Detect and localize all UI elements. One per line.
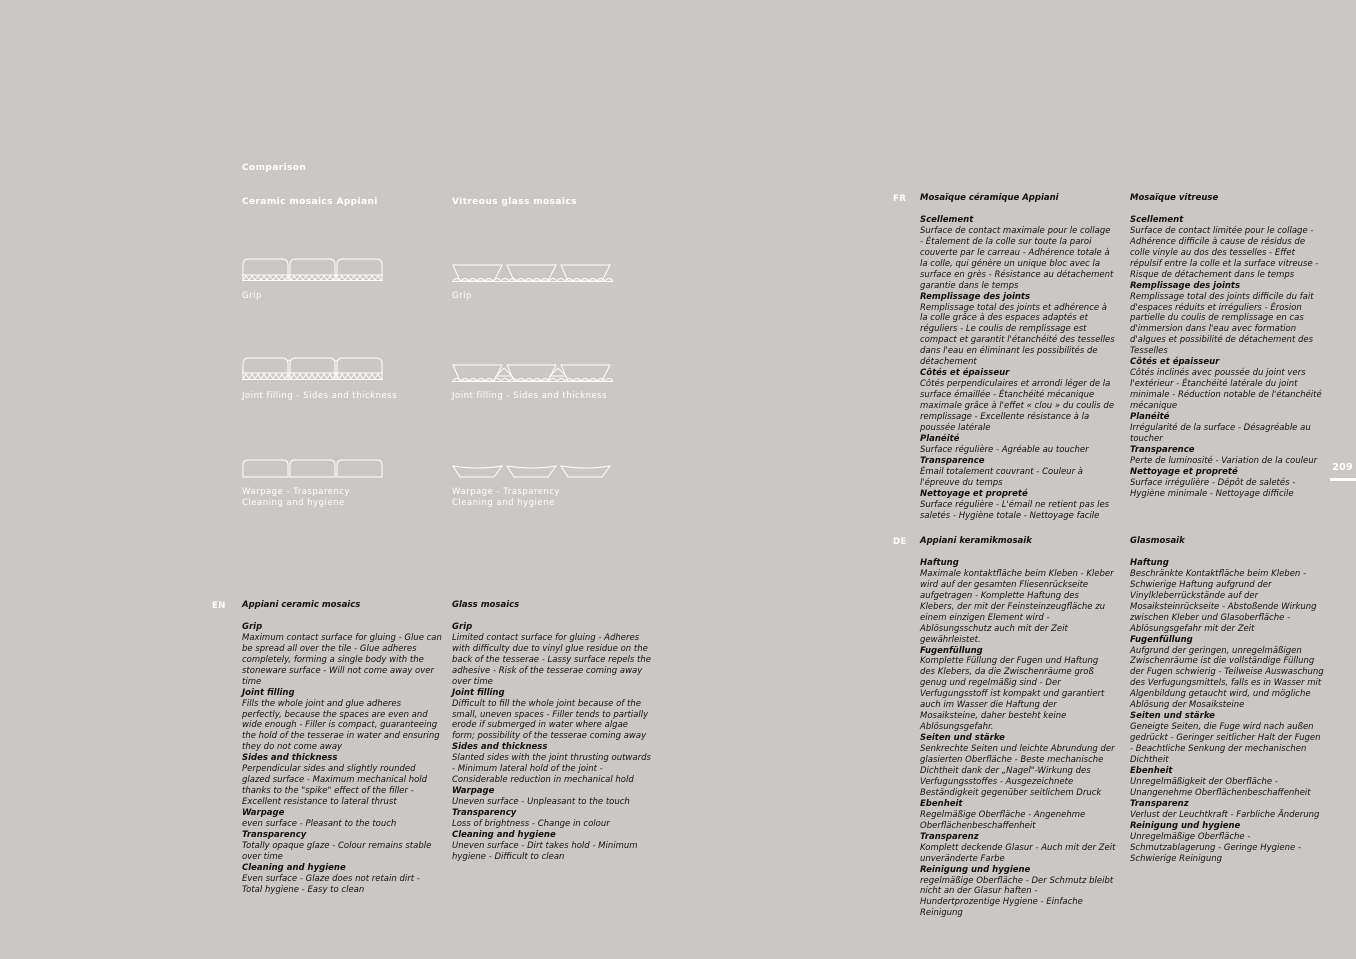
de-glass-column (1130, 536, 1326, 865)
section-heading: Ebenheit (920, 798, 963, 809)
section-heading: Joint filling (452, 687, 505, 698)
glass-warpage-caption-line1: Warpage - Trasparency (452, 487, 561, 497)
column-title: Appiani ceramic mosaics (242, 600, 361, 610)
section-heading: Haftung (920, 557, 959, 568)
glass-grip-caption: Grip (452, 291, 472, 301)
ceramic-joint-caption: Joint filling - Sides and thickness (242, 391, 398, 401)
section-text: Surface de contact limitée pour le collage - Adhérence difficile à cause de résidus de colle vinyle au dos des tesselles - Effet répulsif entre la colle et la surface vitreuse - Risque de détachement dans le temps (1130, 225, 1319, 280)
section-text: regelmäßige Oberfläche - Der Schmutz bleibt nicht an der Glasur haften - Hundertprozentige Hygiene - Einfache Reinigung (920, 875, 1114, 919)
section-text: Remplissage total des joints difficile du fait d'espaces réduits et irréguliers - Érosion partielle du coulis de remplissage en cas d'immersion dans l'eau avec formation d'algues et possibilité de détachement des Tesselles (1130, 291, 1314, 357)
section-text: Surface régulière - Agréable au toucher (920, 444, 1089, 455)
glass-illustrations-title: Vitreous glass mosaics (452, 197, 577, 207)
section-heading: Transparence (920, 455, 985, 466)
section-heading: Scellement (1130, 214, 1184, 225)
section-heading: Warpage (242, 808, 285, 819)
section-heading: Transparenz (1130, 798, 1189, 809)
ceramic-joint-illustration (242, 357, 384, 383)
section-text: Surface de contact maximale pour le collage - Étalement de la colle sur toute la paroi couverte par le carreau - Adhérence totale à la colle, qui génère un unique bloc avec la surface en grès - Résistance au détachement garantie dans le temps (920, 225, 1114, 291)
section-heading: Scellement (920, 214, 974, 225)
section-heading: Grip (242, 621, 263, 632)
section-text: Unregelmäßige Oberfläche - Schmutzablagerung - Geringe Hygiene - Schwierige Reinigung (1130, 831, 1302, 864)
section-text: even surface - Pleasant to the touch (242, 819, 397, 830)
column-title: Mosaïque vitreuse (1130, 193, 1219, 203)
section-text: Surface régulière - L'émail ne retient pas les saletés - Hygiène totale - Nettoyage facile (920, 499, 1110, 521)
section-text: Komplett deckende Glasur - Auch mit der Zeit unveränderte Farbe (920, 842, 1116, 864)
column-title: Appiani keramikmosaik (920, 536, 1032, 546)
de-ceramic-column (920, 536, 1116, 919)
glass-joint-caption: Joint filling - Sides and thickness (452, 391, 608, 401)
section-heading: Reinigung und hygiene (920, 864, 1031, 875)
section-text: Komplette Füllung der Fugen und Haftung des Klebers, da die Zwischenräume groß genug und regelmäßig sind - Der Verfugungsstoff ist kompakt und garantiert auch im Wasser die Haftung der Mosaiksteine, daher besteht keine Ablösungsgefahr. (920, 656, 1105, 733)
section-heading: Sides and thickness (242, 753, 338, 764)
section-text: Surface irrégulière - Dépôt de saletés - Hygiène minimale - Nettoyage difficile (1130, 477, 1296, 499)
section-text: Émail totalement couvrant - Couleur à l'épreuve du temps (920, 466, 1083, 488)
page-number: 209 (1332, 462, 1353, 473)
section-heading: Transparency (242, 830, 307, 840)
section-text: Slanted sides with the joint thrusting outwards - Minimum lateral hold of the joint - Considerable reduction in mechanical hold (452, 753, 651, 786)
ceramic-grip-illustration (242, 258, 384, 282)
glass-warpage-caption-line2: Cleaning and hygiene (452, 498, 555, 508)
section-text: Perpendicular sides and slightly rounded glazed surface - Maximum mechanical hold thanks to the "spike" effect of the filler - Excellent resistance to lateral thrust (242, 764, 428, 808)
section-heading: Reinigung und hygiene (1130, 820, 1241, 831)
section-text: Totally opaque glaze - Colour remains stable over time (242, 840, 432, 862)
section-heading: Côtés et épaisseur (920, 368, 1010, 379)
ceramic-warpage-illustration (242, 459, 384, 479)
glass-warpage-illustration (452, 464, 614, 480)
section-text: Maximale kontaktfläche beim Kleben - Kleber wird auf der gesamten Fliesenrückseite aufgetragen - Komplette Haftung des Klebers, der mit der Feinsteinzeugfläche zu einem einzigen Element wird - Ablösungsschutz auch mit der Zeit gewährleistet. (920, 568, 1114, 645)
fr-ceramic-column (920, 193, 1116, 522)
section-heading: Transparenz (920, 831, 979, 842)
lang-label-en: EN (212, 601, 226, 611)
section-text: Maximum contact surface for gluing - Glue can be spread all over the tile - Glue adheres completely, forming a single body with the stoneware surface - Will not come away over time (242, 632, 442, 687)
section-heading: Fugenfüllung (1130, 634, 1193, 645)
section-heading: Sides and thickness (452, 742, 548, 753)
section-text: Difficult to fill the whole joint because of the small, uneven spaces - Filler tends to partially erode if submerged in water where algae form; possibility of the tesserae coming away (452, 698, 649, 742)
section-text: Uneven surface - Unpleasant to the touch (452, 797, 630, 808)
section-text: Limited contact surface for gluing - Adheres with difficulty due to vinyl glue residue on the back of the tesserae - Lassy surface repels the adhesive - Risk of the tesserae coming away over time (452, 632, 651, 687)
column-title: Glasmosaik (1130, 536, 1185, 546)
section-heading: Planéité (1130, 412, 1170, 423)
section-heading: Haftung (1130, 557, 1169, 568)
section-heading: Côtés et épaisseur (1130, 357, 1220, 368)
section-text: Uneven surface - Dirt takes hold - Minimum hygiene - Difficult to clean (452, 840, 638, 862)
section-heading: Cleaning and hygiene (242, 862, 346, 873)
ceramic-illustrations-title: Ceramic mosaics Appiani (242, 197, 378, 207)
section-text: Regelmäßige Oberfläche - Angenehme Oberflächenbeschaffenheit (920, 809, 1086, 831)
section-text: Perte de luminosité - Variation de la couleur (1130, 455, 1318, 466)
section-text: Even surface - Glaze does not retain dirt - Total hygiene - Easy to clean (242, 873, 420, 895)
section-heading: Transparency (452, 808, 517, 819)
section-text: Verlust der Leuchtkraft - Farbliche Änderung (1130, 809, 1320, 820)
ceramic-grip-caption: Grip (242, 291, 262, 301)
section-text: Remplissage total des joints et adhérence à la colle grâce à des espaces adaptés et réguliers - Le coulis de remplissage est compact et garantit l'étanchéité des tesselles dans l'eau en éliminant les possibilités de détachement (920, 302, 1115, 368)
section-text: Loss of brightness - Change in colour (452, 819, 610, 830)
column-title: Mosaïque céramique Appiani (920, 193, 1059, 203)
ceramic-warpage-caption-line1: Warpage - Trasparency (242, 487, 351, 497)
section-heading: Cleaning and hygiene (452, 830, 556, 840)
ceramic-warpage-caption (242, 487, 350, 509)
section-heading: Transparence (1130, 444, 1195, 455)
glass-grip-illustration (452, 262, 614, 284)
section-heading: Ebenheit (1130, 766, 1173, 776)
page-heading: Comparison (242, 163, 307, 173)
section-text: Côtés perpendiculaires et arrondi léger de la surface émaillée - Étanchéité mécanique maximale grâce à l'effet « clou » du coulis de remplissage - Excellente résistance à la poussée latérale (920, 379, 1115, 433)
section-text: Beschränkte Kontaktfläche beim Kleben - Schwierige Haftung aufgrund der Vinylkleberrückstände auf der Mosaiksteinrückseite - Abstoßende Wirkung zwischen Kleber und Glasoberfläche - Ablösungsgefahr mit der Zeit (1130, 568, 1317, 634)
column-title: Glass mosaics (452, 600, 520, 610)
section-heading: Seiten und stärke (1130, 711, 1215, 722)
page-number-rule (1330, 478, 1356, 481)
section-text: Aufgrund der geringen, unregelmäßigen Zwischenräume ist die vollständige Füllung der Fugen schwierig - Teilweise Auswaschung des Verfugungsmittels, falls es in Wasser mit Algenbildung getaucht wird, und mögliche Ablösung der Mosaiksteine (1130, 645, 1324, 711)
section-text: Geneigte Seiten, die Fuge wird nach außen gedrückt - Geringer seitlicher Halt der Fugen - Beachtliche Senkung der mechanischen Dichtheit (1130, 722, 1321, 766)
section-heading: Grip (452, 621, 473, 632)
section-text: Irrégularité de la surface - Désagréable au toucher (1130, 423, 1311, 444)
section-heading: Fugenfüllung (920, 645, 983, 656)
lang-label-fr: FR (893, 194, 907, 204)
section-heading: Joint filling (242, 687, 295, 698)
section-heading: Warpage (452, 786, 495, 797)
section-text: Côtés inclinés avec poussée du joint vers l'extérieur - Étanchéité latérale du joint minimale - Réduction notable de l'étanchéité mécanique (1130, 368, 1322, 412)
section-text: Senkrechte Seiten und leichte Abrundung der glasierten Oberfläche - Beste mechanische Dichtheit dank der „Nagel"-Wirkung des Verfugungsstoffes - Ausgezeichnete Beständigkeit gegenüber seitlichem Druck (920, 744, 1115, 798)
en-ceramic-column (242, 600, 442, 896)
lang-label-de: DE (893, 537, 907, 547)
section-text: Fills the whole joint and glue adheres perfectly, because the spaces are even and wide enough - Filler is compact, guaranteeing the hold of the tesserae in water and ensuring they do not come away (242, 698, 440, 753)
en-glass-column (452, 600, 652, 863)
section-heading: Planéité (920, 433, 960, 444)
section-heading: Nettoyage et propreté (920, 488, 1028, 499)
glass-warpage-caption (452, 487, 560, 509)
fr-glass-column (1130, 193, 1326, 500)
section-heading: Nettoyage et propreté (1130, 466, 1238, 477)
ceramic-warpage-caption-line2: Cleaning and hygiene (242, 498, 345, 508)
section-heading: Seiten und stärke (920, 733, 1005, 744)
section-text: Unregelmäßigkeit der Oberfläche - Unangenehme Oberflächenbeschaffenheit (1130, 776, 1311, 798)
section-heading: Remplissage des joints (920, 291, 1031, 302)
glass-joint-illustration (452, 362, 614, 386)
section-heading: Remplissage des joints (1130, 280, 1241, 291)
